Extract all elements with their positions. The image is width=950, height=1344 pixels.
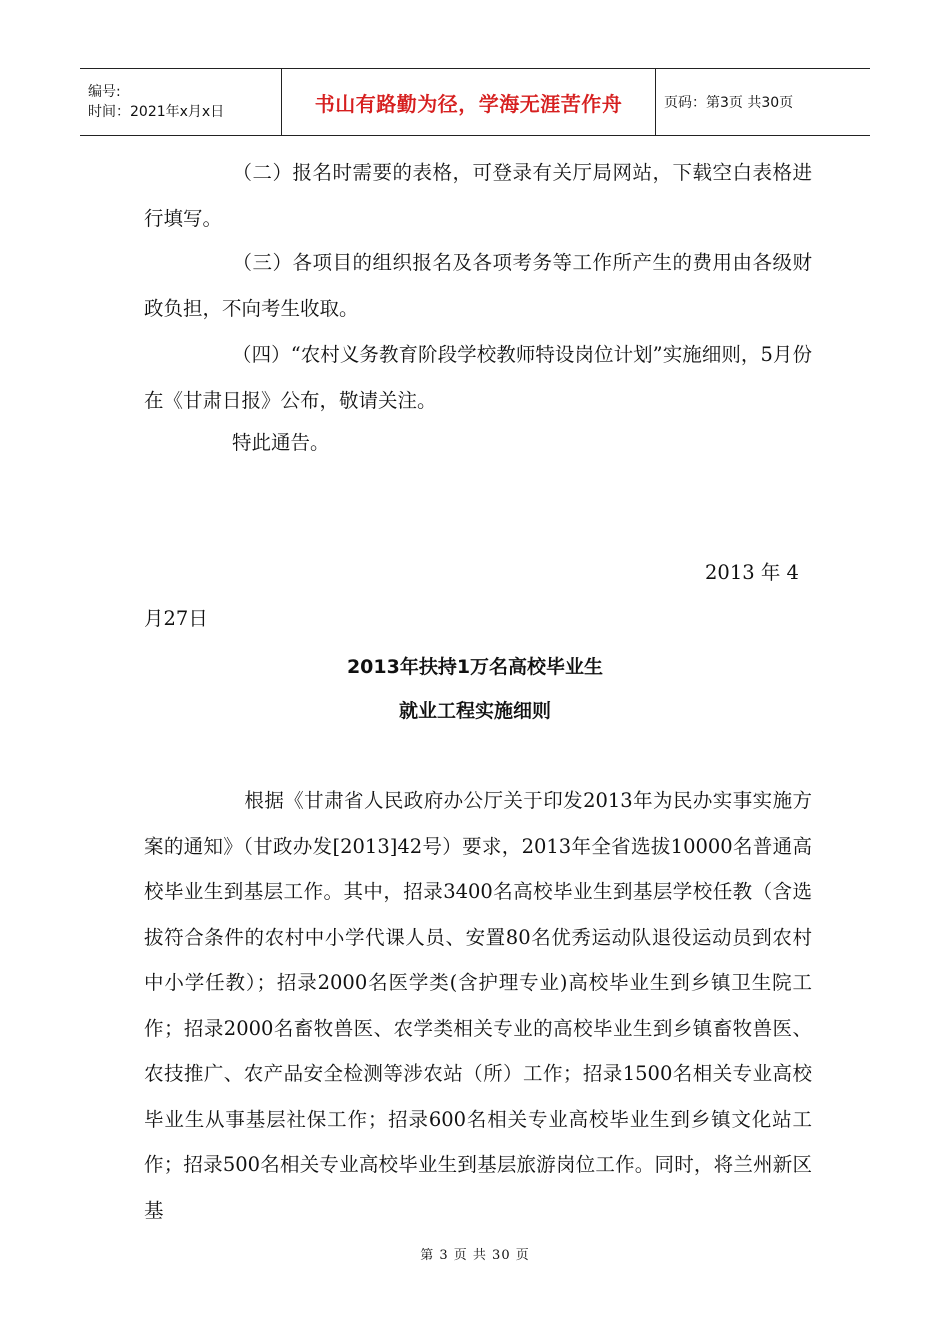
paragraph-3-text: （三）各项目的组织报名及各项考务等工作所产生的费用由各级财政负担，不向考生收取。 (144, 251, 812, 320)
closing-text: 特此通告。 (232, 431, 330, 454)
paragraph-2 (144, 150, 812, 242)
paragraph-4 (144, 332, 812, 424)
page-info-text: 页码：第3页 共30页 (664, 95, 794, 111)
header-meta (80, 69, 282, 135)
footer-page-number: 第 3 页 共 30 页 (420, 1248, 530, 1263)
date-line-1: 2013 年 4 (705, 561, 799, 584)
header-motto (282, 69, 656, 135)
paragraph-2-text: （二）报名时需要的表格，可登录有关厅局网站，下载空白表格进行填写。 (144, 161, 812, 230)
date-label: 时间：2021年x月x日 (88, 104, 225, 120)
section-title-line-2: 就业工程实施细则 (398, 700, 551, 722)
page-footer (0, 1244, 950, 1263)
section-paragraph (144, 778, 812, 1233)
section-paragraph-text: 根据《甘肃省人民政府办公厅关于印发2013年为民办实事实施方案的通知》（甘政办发[2013]42号）要求，2013年全省选拔10000名普通高校毕业生到基层工作。其中，招录3400名高校毕业生到基层学校任教（含选拔符合条件的农村中小学代课人员、安置80名优秀运动队退役运动员到农村中小学任教）；招录2000名医学类(含护理专业)高校毕业生到乡镇卫生院工作；招录2000名畜牧兽医、农学类相关专业的高校毕业生到乡镇畜牧兽医、农技推广、农产品安全检测等涉农站（所）工作；招录1500名相关专业高校毕业生从事基层社保工作；招录600名相关专业高校毕业生到乡镇文化站工作；招录500名相关专业高校毕业生到基层旅游岗位工作。同时，将兰州新区基 (144, 789, 812, 1222)
page-header (80, 68, 870, 136)
paragraph-4-text: （四）“农村义务教育阶段学校教师特设岗位计划”实施细则，5月份在《甘肃日报》公布，敬请关注。 (144, 343, 812, 412)
paragraph-3 (144, 240, 812, 332)
section-title-line-1: 2013年扶持1万名高校毕业生 (346, 656, 604, 678)
motto-text: 书山有路勤为径，学海无涯苦作舟 (314, 91, 623, 116)
serial-number-label: 编号: (88, 84, 121, 100)
date-line-2: 月27日 (144, 607, 208, 630)
header-page-info (656, 69, 870, 135)
